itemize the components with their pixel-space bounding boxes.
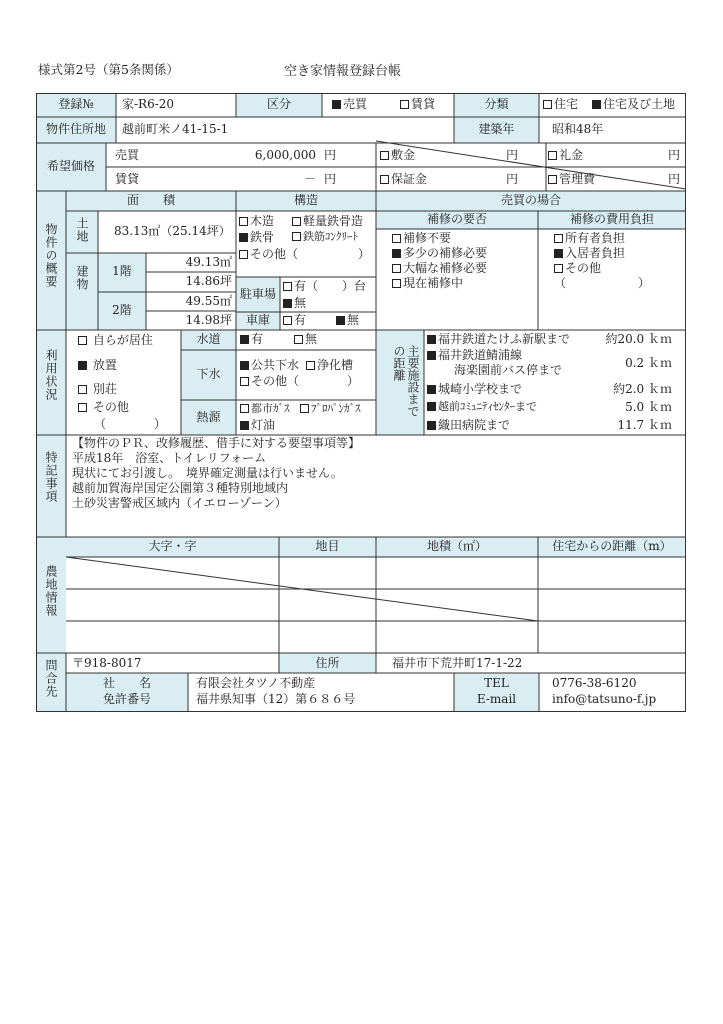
deposit-checkbox[interactable]: 敷金 [380,149,415,163]
license-number-label: 免許番号 [102,692,151,706]
heat-source-label: 熱源 [196,410,221,424]
remarks-line: 平成18年 浴室、トイレリフォーム [72,451,267,465]
repair-cost-header: 補修の費用負担 [569,212,654,226]
registration-no-label: 登録№ [58,97,94,111]
contact-label: 問合先 [44,659,58,698]
parking-no-checkbox[interactable]: 無 [283,297,306,311]
floor1-m2: 49.13㎡ [185,255,232,269]
key-money-checkbox[interactable]: 礼金 [548,149,583,163]
facility-school-distance: 約2.0 ｋｍ [613,382,672,396]
postal-code: 〒918-8017 [72,656,142,670]
facility-station: 福井鉄道たけふ新駅まで [427,333,570,347]
facility-bus-stop: 海楽園前バス停まで [454,363,563,377]
usage-other-checkbox[interactable]: その他 [78,401,129,415]
guarantee-unit: 円 [506,172,519,186]
sewer-septic-checkbox[interactable]: 浄化槽 [306,359,353,373]
checked-box-icon [427,351,436,360]
checkbox-icon [400,100,409,109]
usage-vacant-checkbox[interactable]: 放置 [78,359,117,373]
contact-address-value: 福井市下荒井町17-1-22 [392,656,523,670]
license-number: 福井県知事（12）第６８６号 [196,692,356,706]
email-label: E-mail [476,692,517,706]
checkbox-icon [292,232,301,241]
facility-hospital: 織田病院まで [427,419,510,433]
checkbox-icon [240,404,249,413]
facility-station-distance: 約20.0 ｋｍ [605,332,672,346]
sale-price-value: 6,000,000 [254,148,316,162]
repair-none-checkbox[interactable]: 補修不要 [392,232,451,246]
facility-line: 福井鉄道鯖浦線 [427,349,522,363]
sewer-other-checkbox[interactable]: その他（ ） [240,375,359,389]
repair-minor-checkbox[interactable]: 多少の補修必要 [392,247,487,261]
heat-propane-checkbox[interactable]: ﾌﾟﾛﾊﾟﾝｶﾞｽ [300,403,361,416]
checked-box-icon [427,385,436,394]
company-name: 有限会社タツノ不動産 [196,676,316,690]
email-value[interactable]: info@tatsuno-f.jp [552,692,657,706]
form-number: 様式第2号（第5条関係） [38,62,179,77]
checked-box-icon [78,361,87,370]
sale-case-header: 売買の場合 [500,193,561,207]
facility-hospital-distance: 11.7 ｋｍ [617,418,672,432]
remarks-line: 土砂災害警戒区域内（イエローゾーン） [72,496,287,510]
checkbox-icon [543,100,552,109]
sale-price-unit: 円 [324,148,337,162]
farmland-col-land-type: 地目 [315,539,340,553]
rent-price-label: 賃貸 [115,172,140,186]
sewer-label: 下水 [196,367,221,381]
usage-villa-checkbox[interactable]: 別荘 [78,383,117,397]
rc-checkbox[interactable]: 鉄筋ｺﾝｸﾘｰﾄ [292,231,358,244]
usage-other-paren: （ ） [94,417,167,431]
sale-price-label: 売買 [115,148,140,162]
checkbox-icon [78,385,87,394]
tel-value[interactable]: 0776-38-6120 [552,676,637,690]
cost-other-checkbox[interactable]: その他 [554,262,601,276]
farmland-col-land-area: 地積（㎡） [426,539,487,553]
repair-ongoing-checkbox[interactable]: 現在補修中 [392,277,463,291]
sewer-public-checkbox[interactable]: 公共下水 [240,359,299,373]
remarks-line: 現状にてお引渡し。 境界確定測量は行いません。 [72,466,343,480]
farmland-label: 農地情報 [44,565,58,617]
checked-box-icon [332,100,341,109]
facility-bus-stop-distance: 0.2 ｋｍ [625,356,672,370]
land-area-value: 83.13㎡（25.14坪） [114,224,231,238]
registration-form [36,93,686,712]
facility-distance-label: 主要施設までの距離 [392,345,420,417]
rent-price-value: － [303,172,316,186]
built-year-value: 昭和48年 [552,122,604,136]
floor1-label: 1階 [112,264,132,278]
address-value: 越前町米ノ41-15-1 [122,122,229,136]
facility-community: 越前ｺﾐｭﾆﾃｨｾﾝﾀｰまで [427,401,537,414]
floor2-tsubo: 14.98坪 [185,313,232,327]
parking-label: 駐車場 [239,287,276,301]
garage-yes-checkbox[interactable]: 有 [283,314,306,328]
area-header: 面 積 [126,193,175,207]
usage-self-checkbox[interactable]: 自らが居住 [78,334,153,348]
category-rent-checkbox[interactable]: 賃貸 [400,98,435,112]
land-label: 土地 [75,217,89,243]
page-title: 空き家情報登録台帳 [284,64,402,79]
checked-box-icon [240,335,249,344]
checkbox-icon [294,335,303,344]
heat-citygas-checkbox[interactable]: 都市ｶﾞｽ [240,403,290,416]
checked-box-icon [283,299,292,308]
tel-label: TEL [484,676,509,690]
built-year-label: 建築年 [478,122,515,136]
light-steel-checkbox[interactable]: 軽量鉄骨造 [292,215,363,229]
checked-box-icon [392,249,401,258]
checkbox-icon [548,175,557,184]
classification-label: 分類 [484,97,509,111]
checkbox-icon [548,151,557,160]
checked-box-icon [336,316,345,325]
floor2-label: 2階 [112,303,132,317]
checked-box-icon [427,402,436,411]
management-fee-unit: 円 [668,172,681,186]
structure-header: 構造 [293,193,318,207]
checked-box-icon [427,335,436,344]
garage-label: 車庫 [245,313,270,327]
deposit-unit: 円 [506,148,519,162]
checkbox-icon [239,217,248,226]
management-fee-checkbox[interactable]: 管理費 [548,173,595,187]
checked-box-icon [239,233,248,242]
checkbox-icon [554,234,563,243]
checkbox-icon [283,282,292,291]
checkbox-icon [380,175,389,184]
checkbox-icon [283,316,292,325]
remarks-line: 越前加賀海岸国定公園第３種特別地域内 [72,481,289,495]
registration-no-value: 家-R6-20 [122,97,175,111]
checked-box-icon [554,249,563,258]
checkbox-icon [392,234,401,243]
checkbox-icon [78,336,87,345]
usage-status-label: 利用状況 [44,349,58,401]
remarks-label: 特記事項 [44,451,58,503]
floor2-m2: 49.55㎡ [185,294,232,308]
rent-price-unit: 円 [324,172,337,186]
class-house-checkbox[interactable]: 住宅 [543,98,578,112]
farmland-col-area-name: 大字・字 [148,539,197,553]
guarantee-checkbox[interactable]: 保証金 [380,173,427,187]
class-house-land-checkbox[interactable]: 住宅及び土地 [592,98,675,112]
checkbox-icon [392,279,401,288]
structure-other-checkbox[interactable]: その他（ ） [239,248,370,262]
company-name-label: 社 名 [102,676,151,690]
water-yes-checkbox[interactable]: 有 [240,333,263,347]
cost-tenant-checkbox[interactable]: 入居者負担 [554,247,625,261]
key-money-unit: 円 [668,148,681,162]
checkbox-icon [554,264,563,273]
checkbox-icon [300,404,309,413]
facility-community-distance: 5.0 ｋｍ [625,400,672,414]
parking-yes-checkbox[interactable]: 有（ ）台 [283,280,366,294]
farmland-col-distance: 住宅からの距離（m） [552,539,672,553]
checkbox-icon [292,217,301,226]
garage-no-checkbox[interactable]: 無 [336,314,359,328]
address-label: 物件住所地 [45,122,106,136]
repair-major-checkbox[interactable]: 大幅な補修必要 [392,262,487,276]
cost-other-paren: （ ） [554,276,651,290]
remarks-line: 【物件のＰＲ、改修履歴、借手に対する要望事項等】 [72,436,361,450]
floor1-tsubo: 14.86坪 [185,274,232,288]
checked-box-icon [427,421,436,430]
checkbox-icon [306,361,315,370]
category-sale-checkbox[interactable]: 売買 [332,98,367,112]
water-no-checkbox[interactable]: 無 [294,333,317,347]
checkbox-icon [392,264,401,273]
checkbox-icon [239,250,248,259]
checked-box-icon [240,421,249,430]
checked-box-icon [240,361,249,370]
category-label: 区分 [266,97,291,111]
facility-school: 城崎小学校まで [427,383,522,397]
steel-checkbox[interactable]: 鉄骨 [239,231,274,245]
building-label: 建物 [75,265,89,291]
repair-need-header: 補修の要否 [426,212,487,226]
heat-kerosene-checkbox[interactable]: 灯油 [240,419,275,433]
cost-owner-checkbox[interactable]: 所有者負担 [554,232,625,246]
price-label: 希望価格 [46,159,95,173]
checkbox-icon [78,403,87,412]
checkbox-icon [240,377,249,386]
checkbox-icon [380,151,389,160]
property-overview-label: 物件の概要 [44,223,58,288]
wood-checkbox[interactable]: 木造 [239,215,274,229]
contact-address-label: 住所 [315,656,340,670]
checked-box-icon [592,100,601,109]
water-label: 水道 [196,332,221,346]
